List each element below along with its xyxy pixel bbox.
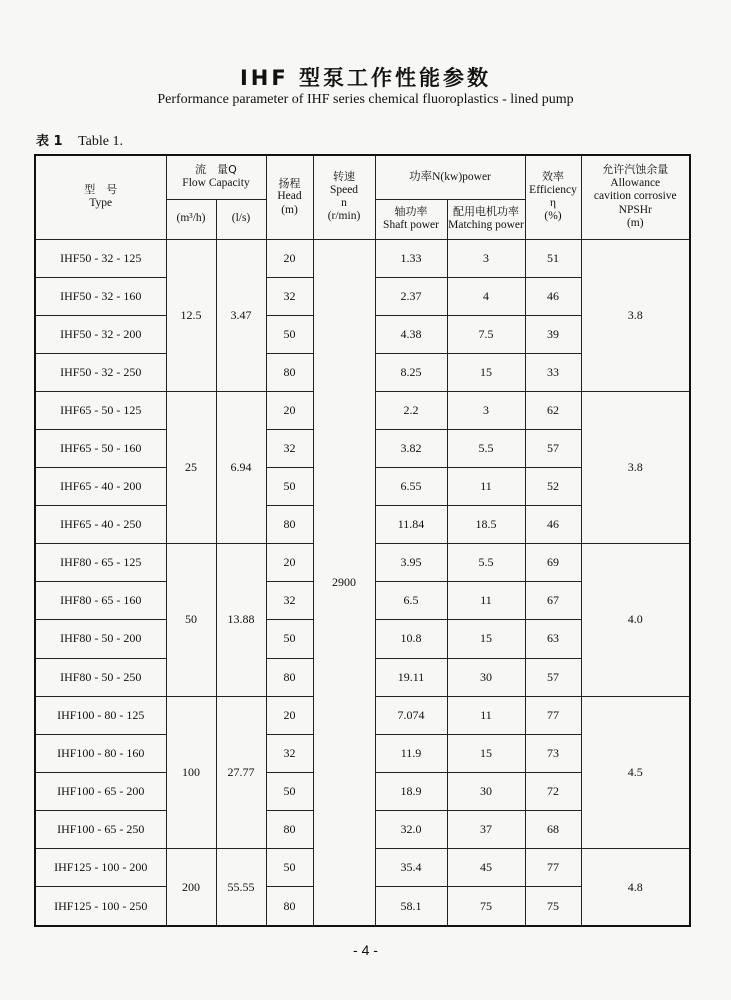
cell-matching-power: 3 [447,239,525,277]
cell-npshr: 3.8 [581,391,690,543]
cell-head: 50 [266,772,313,810]
cell-head: 50 [266,315,313,353]
cell-matching-power: 15 [447,734,525,772]
cell-npshr: 4.5 [581,696,690,848]
header-efficiency [525,155,581,239]
cell-efficiency: 52 [525,468,581,506]
header-flow-cn: 流 量Q [195,163,237,177]
header-power [375,155,525,199]
cell-flow-m3h: 200 [166,849,216,927]
cell-head: 20 [266,239,313,277]
cell-type: IHF65 - 40 - 250 [35,506,166,544]
cell-shaft-power: 11.84 [375,506,447,544]
header-npshr [581,155,690,239]
cell-efficiency: 67 [525,582,581,620]
header-head-unit: (m) [281,203,298,216]
cell-matching-power: 5.5 [447,544,525,582]
cell-npshr: 4.8 [581,849,690,927]
cell-matching-power: 30 [447,772,525,810]
cell-type: IHF50 - 32 - 160 [35,277,166,315]
cell-shaft-power: 18.9 [375,772,447,810]
cell-speed: 2900 [313,239,375,926]
cell-efficiency: 51 [525,239,581,277]
cell-efficiency: 39 [525,315,581,353]
cell-shaft-power: 58.1 [375,887,447,926]
cell-matching-power: 18.5 [447,506,525,544]
header-flow [166,155,266,199]
header-head [266,155,313,239]
cell-type: IHF100 - 65 - 200 [35,772,166,810]
cell-matching-power: 15 [447,620,525,658]
cell-matching-power: 37 [447,810,525,848]
cell-head: 32 [266,582,313,620]
header-flow-m3h [166,199,216,239]
cell-efficiency: 46 [525,506,581,544]
header-type-cn: 型 号 [84,183,118,197]
header-head-cn: 扬程 [278,176,301,190]
cell-type: IHF65 - 40 - 200 [35,468,166,506]
cell-shaft-power: 8.25 [375,353,447,391]
cell-matching-power: 3 [447,391,525,429]
cell-flow-m3h: 25 [166,391,216,543]
header-speed-sym: n [341,196,347,209]
cell-shaft-power: 4.38 [375,315,447,353]
header-shaft-power [375,199,447,239]
performance-table [34,154,691,927]
cell-efficiency: 68 [525,810,581,848]
cell-matching-power: 4 [447,277,525,315]
header-power-label: 功率N(kw)power [409,170,491,183]
header-eff-en: Efficiency [529,183,577,196]
cell-efficiency: 69 [525,544,581,582]
cell-type: IHF50 - 32 - 250 [35,353,166,391]
cell-efficiency: 57 [525,429,581,467]
header-npsh-en1: Allowance [610,177,661,190]
table-body [35,239,690,926]
header-head-en: Head [277,190,302,203]
cell-type: IHF80 - 50 - 250 [35,658,166,696]
cell-npshr: 3.8 [581,239,690,391]
cell-flow-ls: 3.47 [216,239,266,391]
header-flow-en: Flow Capacity [182,176,250,189]
cell-head: 80 [266,810,313,848]
cell-efficiency: 33 [525,353,581,391]
cell-head: 80 [266,506,313,544]
cell-efficiency: 73 [525,734,581,772]
page-subtitle: Performance parameter of IHF series chemical fluoroplastics - lined pump [157,92,574,107]
cell-matching-power: 45 [447,849,525,887]
header-shaft-cn: 轴功率 [394,205,428,219]
cell-efficiency: 46 [525,277,581,315]
cell-head: 80 [266,658,313,696]
cell-type: IHF50 - 32 - 125 [35,239,166,277]
cell-head: 20 [266,391,313,429]
header-type [35,155,166,239]
cell-head: 50 [266,468,313,506]
table-row [35,239,690,277]
cell-npshr: 4.0 [581,544,690,696]
cell-type: IHF80 - 65 - 125 [35,544,166,582]
cell-matching-power: 75 [447,887,525,926]
cell-type: IHF50 - 32 - 200 [35,315,166,353]
cell-type: IHF100 - 65 - 250 [35,810,166,848]
cell-shaft-power: 2.2 [375,391,447,429]
cell-shaft-power: 6.5 [375,582,447,620]
cell-matching-power: 5.5 [447,429,525,467]
cell-type: IHF125 - 100 - 200 [35,849,166,887]
cell-shaft-power: 35.4 [375,849,447,887]
cell-type: IHF65 - 50 - 125 [35,391,166,429]
cell-matching-power: 7.5 [447,315,525,353]
header-flow-unit-ls: (l/s) [231,212,251,225]
header-eff-cn: 效率 [542,170,565,184]
table-caption [36,130,123,150]
header-flow-unit-m3h: (m³/h) [176,212,206,225]
header-speed [313,155,375,239]
header-match-en: Matching power [448,218,524,231]
cell-efficiency: 75 [525,887,581,926]
table-caption-cn: 表 1 [36,134,63,149]
cell-type: IHF100 - 80 - 125 [35,696,166,734]
cell-efficiency: 57 [525,658,581,696]
cell-head: 50 [266,620,313,658]
cell-shaft-power: 10.8 [375,620,447,658]
cell-flow-m3h: 12.5 [166,239,216,391]
header-speed-unit: (r/min) [327,210,361,223]
header-matching-power [447,199,525,239]
header-type-en: Type [89,196,113,209]
cell-efficiency: 63 [525,620,581,658]
cell-head: 20 [266,544,313,582]
table-caption-en: Table 1. [78,134,123,149]
cell-shaft-power: 3.82 [375,429,447,467]
cell-efficiency: 62 [525,391,581,429]
cell-type: IHF100 - 80 - 160 [35,734,166,772]
cell-head: 80 [266,887,313,926]
header-npsh-en3: NPSHr [618,203,652,216]
cell-type: IHF80 - 65 - 160 [35,582,166,620]
header-flow-ls [216,199,266,239]
header-npsh-unit: (m) [626,216,644,229]
cell-shaft-power: 1.33 [375,239,447,277]
header-npsh-cn: 允许汽蚀余量 [602,163,669,177]
header-npsh-en2: cavition corrosive [593,190,677,203]
cell-shaft-power: 11.9 [375,734,447,772]
header-speed-cn: 转速 [333,170,355,184]
table-header [35,155,690,239]
cell-type: IHF125 - 100 - 250 [35,887,166,926]
cell-matching-power: 30 [447,658,525,696]
page-number: - 4 - [353,942,378,958]
cell-flow-m3h: 50 [166,544,216,696]
cell-efficiency: 72 [525,772,581,810]
cell-shaft-power: 6.55 [375,468,447,506]
header-eff-unit: (%) [544,210,562,223]
cell-matching-power: 11 [447,696,525,734]
header-eff-sym: η [550,196,557,209]
cell-flow-m3h: 100 [166,696,216,848]
cell-shaft-power: 7.074 [375,696,447,734]
cell-flow-ls: 55.55 [216,849,266,927]
cell-matching-power: 15 [447,353,525,391]
header-match-cn: 配用电机功率 [453,205,519,219]
cell-type: IHF65 - 50 - 160 [35,429,166,467]
cell-efficiency: 77 [525,849,581,887]
cell-matching-power: 11 [447,582,525,620]
cell-head: 32 [266,277,313,315]
cell-efficiency: 77 [525,696,581,734]
cell-head: 80 [266,353,313,391]
cell-head: 20 [266,696,313,734]
cell-head: 50 [266,849,313,887]
cell-flow-ls: 6.94 [216,391,266,543]
cell-head: 32 [266,429,313,467]
cell-shaft-power: 3.95 [375,544,447,582]
cell-matching-power: 11 [447,468,525,506]
cell-flow-ls: 13.88 [216,544,266,696]
cell-shaft-power: 32.0 [375,810,447,848]
cell-flow-ls: 27.77 [216,696,266,848]
cell-shaft-power: 2.37 [375,277,447,315]
cell-shaft-power: 19.11 [375,658,447,696]
cell-type: IHF80 - 50 - 200 [35,620,166,658]
header-speed-en: Speed [329,183,359,196]
header-shaft-en: Shaft power [383,218,439,231]
page-title: IHF 型泵工作性能参数 [239,66,492,90]
cell-head: 32 [266,734,313,772]
